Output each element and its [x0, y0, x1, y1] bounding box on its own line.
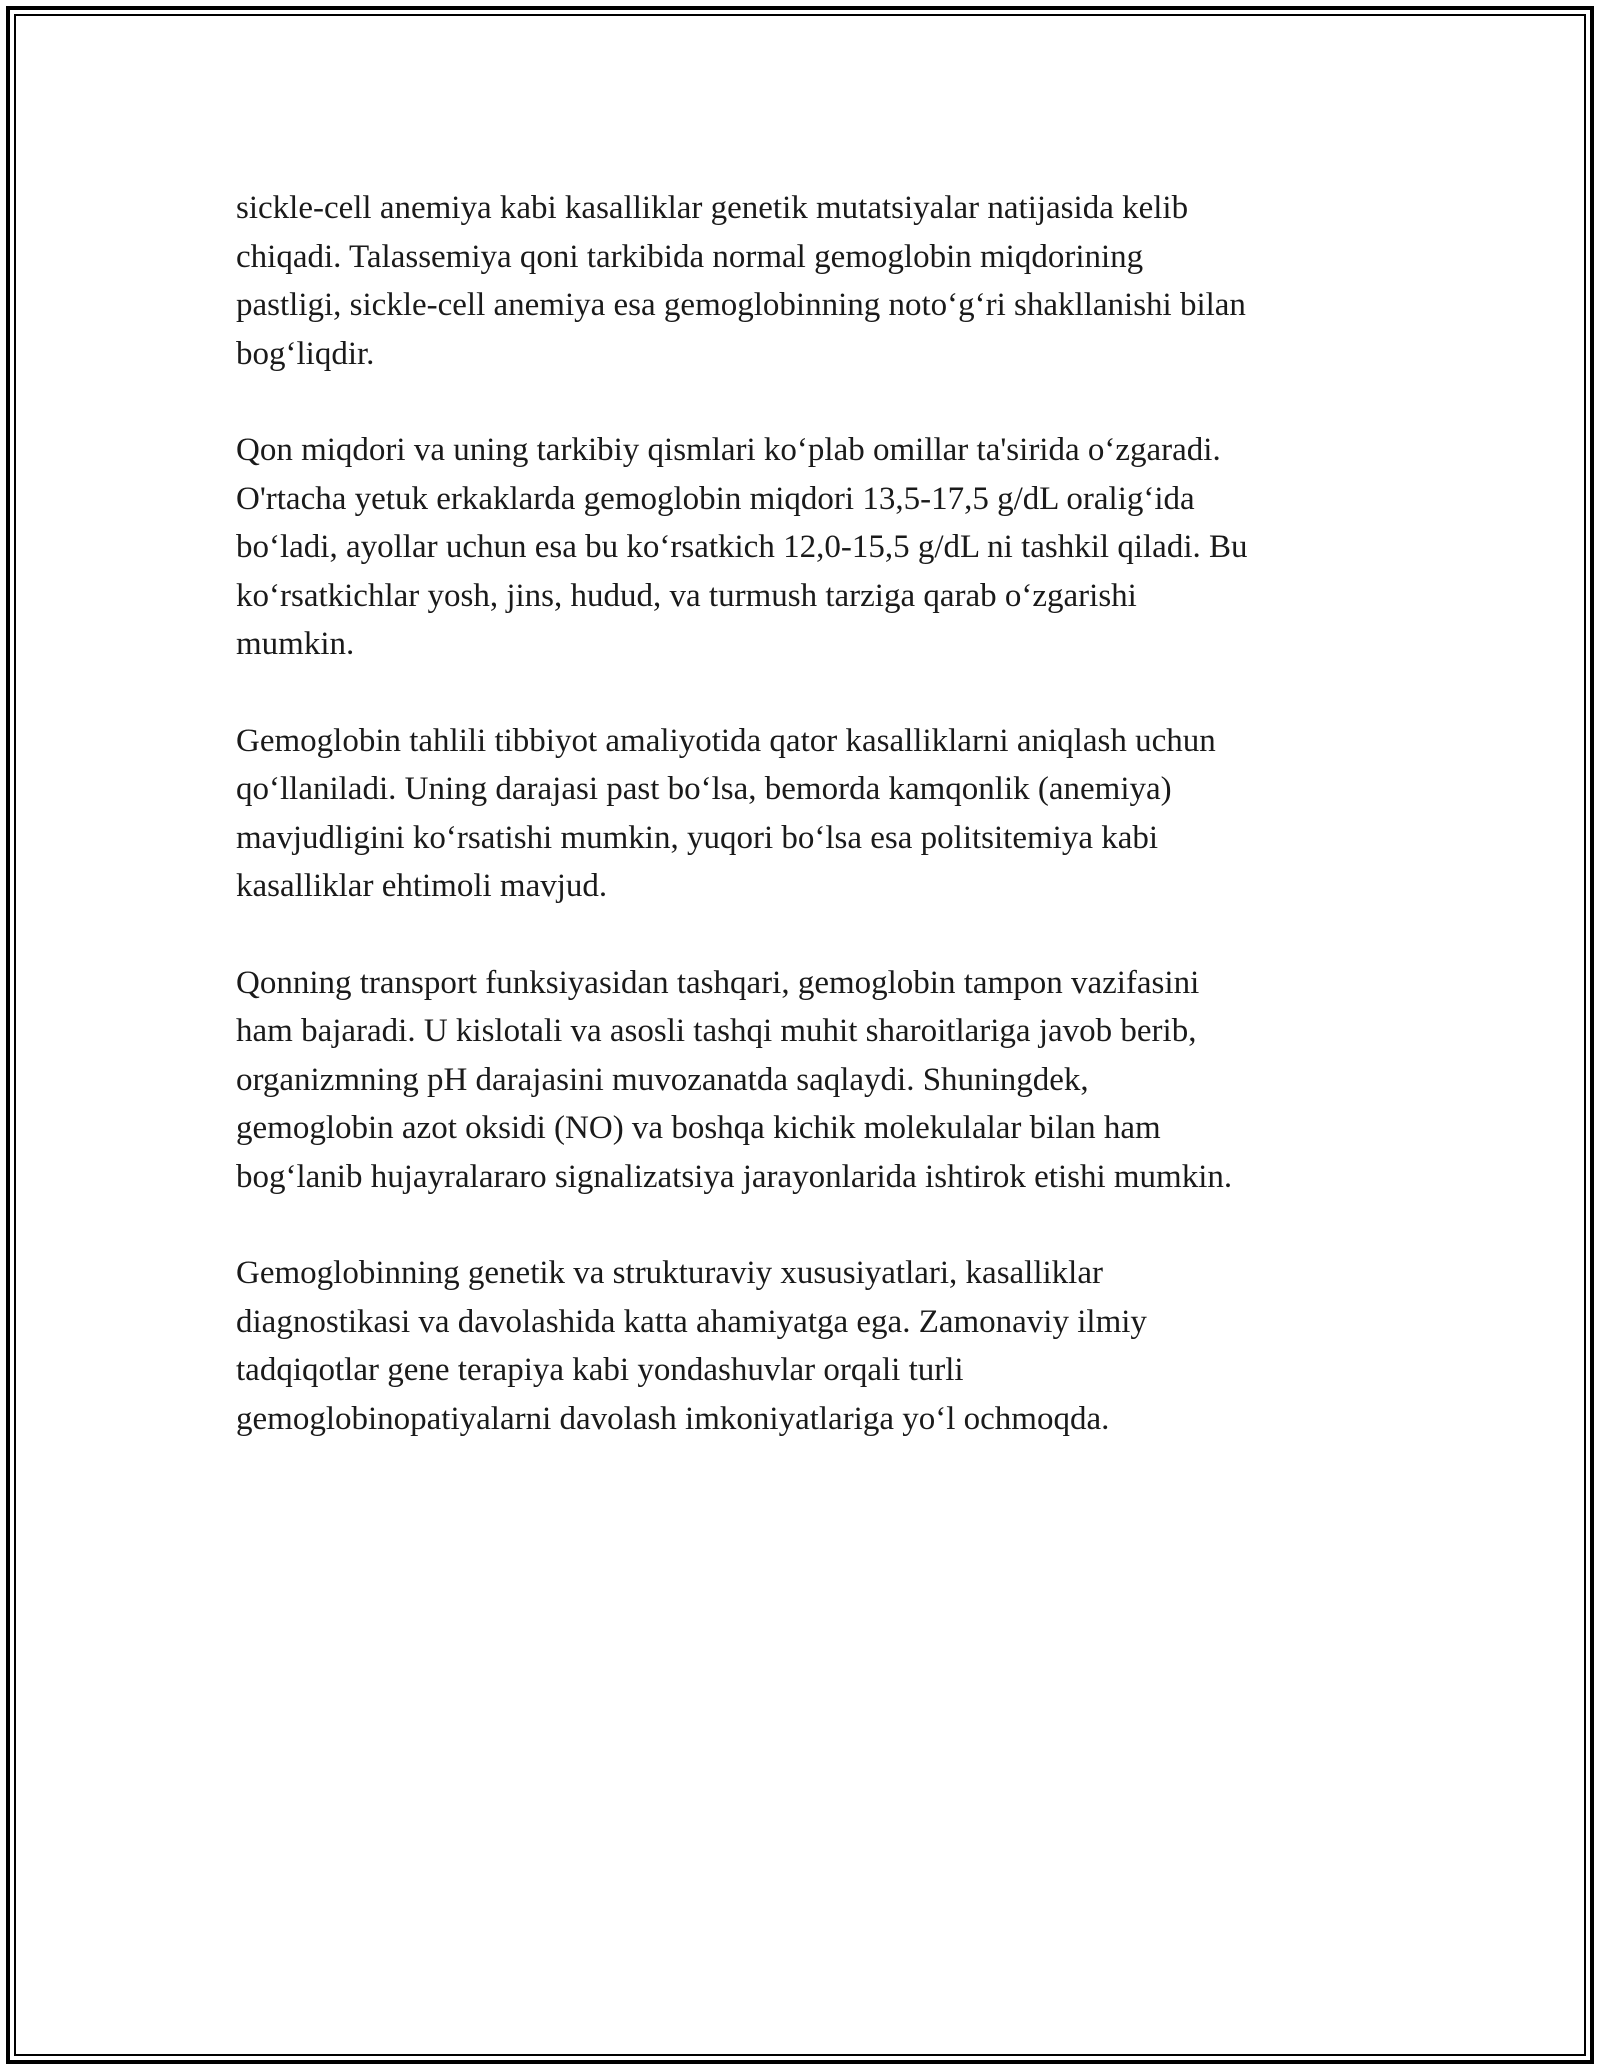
text-line: gemoglobin azot oksidi (NO) va boshqa kichik molekulalar bilan ham	[236, 1110, 1161, 1146]
text-line: kasalliklar ehtimoli mavjud.	[236, 868, 608, 904]
paragraph-1	[236, 184, 1376, 378]
text-line: pastligi, sickle-cell anemiya esa gemoglobinning noto‘g‘ri shakllanishi bilan	[236, 287, 1246, 323]
text-line: ham bajaradi. U kislotali va asosli tashqi muhit sharoitlariga javob berib,	[236, 1013, 1197, 1049]
text-line: tadqiqotlar gene terapiya kabi yondashuvlar orqali turli	[236, 1352, 964, 1388]
paragraph-2	[236, 426, 1376, 669]
text-line: Qon miqdori va uning tarkibiy qismlari ko‘plab omillar ta'sirida o‘zgaradi.	[236, 432, 1221, 468]
text-line: bog‘liqdir.	[236, 335, 375, 372]
text-line: sickle-cell anemiya kabi kasalliklar genetik mutatsiyalar natijasida kelib	[236, 190, 1189, 226]
text-line: Qonning transport funksiyasidan tashqari, gemoglobin tampon vazifasini	[236, 964, 1200, 1001]
paragraph-5	[236, 1249, 1376, 1443]
text-line: Gemoglobin tahlili tibbiyot amaliyotida qator kasalliklarni aniqlash uchun	[236, 722, 1216, 759]
text-line: mavjudligini ko‘rsatishi mumkin, yuqori bo‘lsa esa politsitemiya kabi	[236, 819, 1159, 856]
text-line: organizmning pH darajasini muvozanatda saqlaydi. Shuningdek,	[236, 1061, 1089, 1098]
text-line: chiqadi. Talassemiya qoni tarkibida normal gemoglobin miqdorining	[236, 238, 1144, 275]
paragraph-3	[236, 717, 1376, 911]
text-line: O'rtacha yetuk erkaklarda gemoglobin miqdori 13,5-17,5 g/dL oralig‘ida	[236, 480, 1195, 517]
text-line: mumkin.	[236, 626, 355, 662]
text-line: gemoglobinopatiyalarni davolash imkoniyatlariga yo‘l ochmoqda.	[236, 1400, 1110, 1437]
text-line: bo‘ladi, ayollar uchun esa bu ko‘rsatkich 12,0-15,5 g/dL ni tashkil qiladi. Bu	[236, 529, 1248, 565]
text-line: diagnostikasi va davolashida katta ahamiyatga ega. Zamonaviy ilmiy	[236, 1303, 1147, 1340]
text-line: bog‘lanib hujayralararo signalizatsiya jarayonlarida ishtirok etishi mumkin.	[236, 1158, 1233, 1195]
text-line: ko‘rsatkichlar yosh, jins, hudud, va turmush tarziga qarab o‘zgarishi	[236, 577, 1137, 614]
text-line: Gemoglobinning genetik va strukturaviy xususiyatlari, kasalliklar	[236, 1255, 1103, 1291]
text-line: qo‘llaniladi. Uning darajasi past bo‘lsa, bemorda kamqonlik (anemiya)	[236, 771, 1172, 807]
paragraph-4	[236, 959, 1376, 1202]
document-body	[236, 184, 1376, 1491]
